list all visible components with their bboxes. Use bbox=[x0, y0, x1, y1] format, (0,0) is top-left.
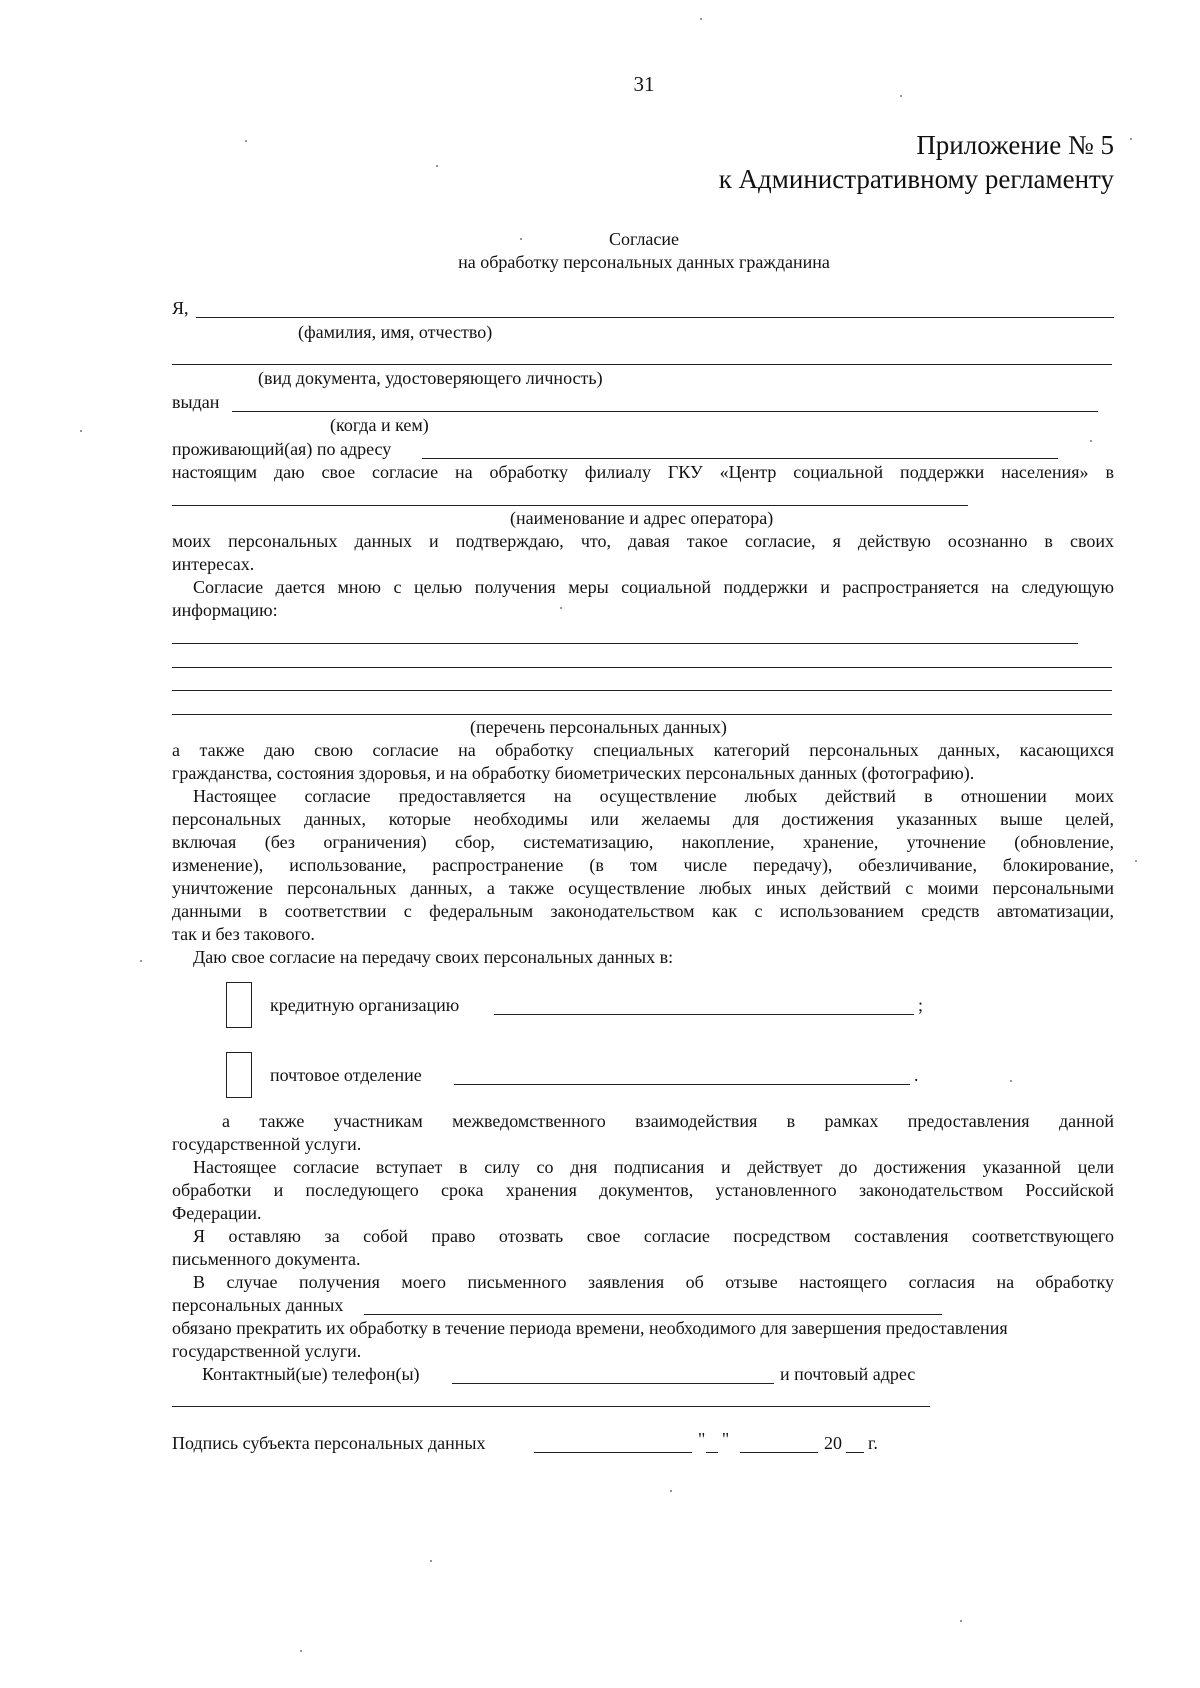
fio-field-line[interactable] bbox=[196, 317, 1114, 318]
p4-line4: изменение), использование, распространение (в том числе передачу), обезличивание, блокирование, bbox=[172, 855, 1114, 875]
p4-line2: персональных данных, которые необходимы или желаемы для достижения указанных выше целей, bbox=[172, 809, 1114, 829]
year-field-line[interactable] bbox=[846, 1452, 864, 1453]
p9-line2: персональных данных bbox=[172, 1295, 344, 1315]
p6-line1: а также участникам межведомственного взаимодействия в рамках предоставления данной bbox=[222, 1111, 1114, 1131]
p3-line2: гражданства, состояния здоровья, и на обработку биометрических персональных данных (фотографию). bbox=[172, 763, 975, 783]
issued-field-line[interactable] bbox=[232, 411, 1098, 412]
consent-operator-line: настоящим даю свое согласие на обработку филиалу ГКУ «Центр социальной поддержки населения» в bbox=[172, 462, 1114, 482]
document-field-line[interactable] bbox=[172, 364, 1112, 365]
signature-field-line[interactable] bbox=[534, 1452, 692, 1453]
p2-line2: информацию: bbox=[172, 600, 278, 620]
fio-hint: (фамилия, имя, отчество) bbox=[298, 322, 493, 342]
p8-line2: письменного документа. bbox=[172, 1249, 361, 1269]
credit-org-label: кредитную организацию bbox=[270, 995, 460, 1015]
appendix-subtitle: к Административному регламенту bbox=[718, 164, 1114, 194]
p4-line3: включая (без ограничения) сбор, систематизацию, накопление, хранение, уточнение (обновление, bbox=[172, 832, 1114, 852]
issued-hint: (когда и кем) bbox=[330, 415, 429, 435]
p8-line1: Я оставляю за собой право отозвать свое согласие посредством составления соответствующего bbox=[193, 1226, 1114, 1246]
data-list-hint: (перечень персональных данных) bbox=[470, 717, 727, 737]
post-office-field-line[interactable] bbox=[454, 1084, 910, 1085]
revocation-field-line[interactable] bbox=[364, 1314, 942, 1315]
p4-line1: Настоящее согласие предоставляется на осуществление любых действий в отношении моих bbox=[193, 786, 1114, 806]
post-office-label: почтовое отделение bbox=[270, 1065, 422, 1085]
p4-line5: уничтожение персональных данных, а также осуществление любых иных действий с моими персональными bbox=[172, 878, 1114, 898]
doc-subtitle: на обработку персональных данных гражданина bbox=[458, 252, 830, 272]
p4-line6: данными в соответствии с федеральным законодательством как с использованием средств автоматизации, bbox=[172, 901, 1114, 921]
p1-line2: интересах. bbox=[172, 554, 255, 574]
issued-label: выдан bbox=[172, 392, 220, 412]
data-list-line-2[interactable] bbox=[172, 667, 1112, 668]
p9-line1: В случае получения моего письменного заявления об отзыве настоящего согласия на обработку bbox=[193, 1272, 1114, 1292]
page-number: 31 bbox=[633, 72, 655, 96]
post-office-checkbox[interactable] bbox=[226, 1052, 252, 1098]
p3-line1: а также даю свою согласие на обработку специальных категорий персональных данных, касающихся bbox=[172, 740, 1114, 760]
contact-phone-field-line[interactable] bbox=[452, 1383, 774, 1384]
operator-field-line[interactable] bbox=[172, 505, 968, 506]
operator-hint: (наименование и адрес оператора) bbox=[510, 508, 774, 528]
data-list-line-3[interactable] bbox=[172, 690, 1112, 691]
data-list-line-1[interactable] bbox=[172, 643, 1078, 644]
p7-line3: Федерации. bbox=[172, 1203, 262, 1223]
year-suffix: г. bbox=[868, 1433, 878, 1453]
date-day-field-line[interactable] bbox=[706, 1452, 718, 1453]
p9-line3: обязано прекратить их обработку в течение периода времени, необходимого для завершения предоставления bbox=[172, 1318, 1008, 1338]
postal-address-field-line[interactable] bbox=[172, 1406, 930, 1407]
document-hint: (вид документа, удостоверяющего личность) bbox=[258, 368, 603, 388]
i-prefix: Я, bbox=[172, 298, 189, 318]
address-field-line[interactable] bbox=[422, 458, 1058, 459]
p7-line1: Настоящее согласие вступает в силу со дня подписания и действует до достижения указанной цели bbox=[193, 1157, 1114, 1177]
credit-org-end: ; bbox=[918, 995, 924, 1015]
postal-address-label: и почтовый адрес bbox=[780, 1364, 916, 1384]
post-office-end: . bbox=[914, 1065, 919, 1085]
date-day-quotes: " " bbox=[698, 1429, 736, 1449]
p6-line2: государственной услуги. bbox=[172, 1134, 362, 1154]
credit-org-checkbox[interactable] bbox=[226, 982, 252, 1028]
p7-line2: обработки и последующего срока хранения документов, установленного законодательством Российской bbox=[172, 1180, 1114, 1200]
p9-line4: государственной услуги. bbox=[172, 1341, 362, 1361]
doc-title: Согласие bbox=[608, 229, 680, 249]
contact-phone-label: Контактный(ые) телефон(ы) bbox=[202, 1364, 420, 1384]
year-prefix: 20 bbox=[824, 1433, 842, 1453]
p1-line1: моих персональных данных и подтверждаю, что, давая такое согласие, я действую осознанно в своих bbox=[172, 531, 1114, 551]
data-list-line-4[interactable] bbox=[172, 714, 1112, 715]
p2-line1: Согласие дается мною с целью получения меры социальной поддержки и распространяется на следующую bbox=[193, 577, 1114, 597]
date-month-field-line[interactable] bbox=[740, 1452, 818, 1453]
p4-line7: так и без такового. bbox=[172, 924, 315, 944]
signature-label: Подпись субъекта персональных данных bbox=[172, 1433, 486, 1453]
address-label: проживающий(ая) по адресу bbox=[172, 439, 392, 459]
appendix-number: Приложение № 5 bbox=[916, 130, 1114, 160]
p5-transfer: Даю свое согласие на передачу своих персональных данных в: bbox=[193, 947, 674, 967]
credit-org-field-line[interactable] bbox=[494, 1014, 914, 1015]
